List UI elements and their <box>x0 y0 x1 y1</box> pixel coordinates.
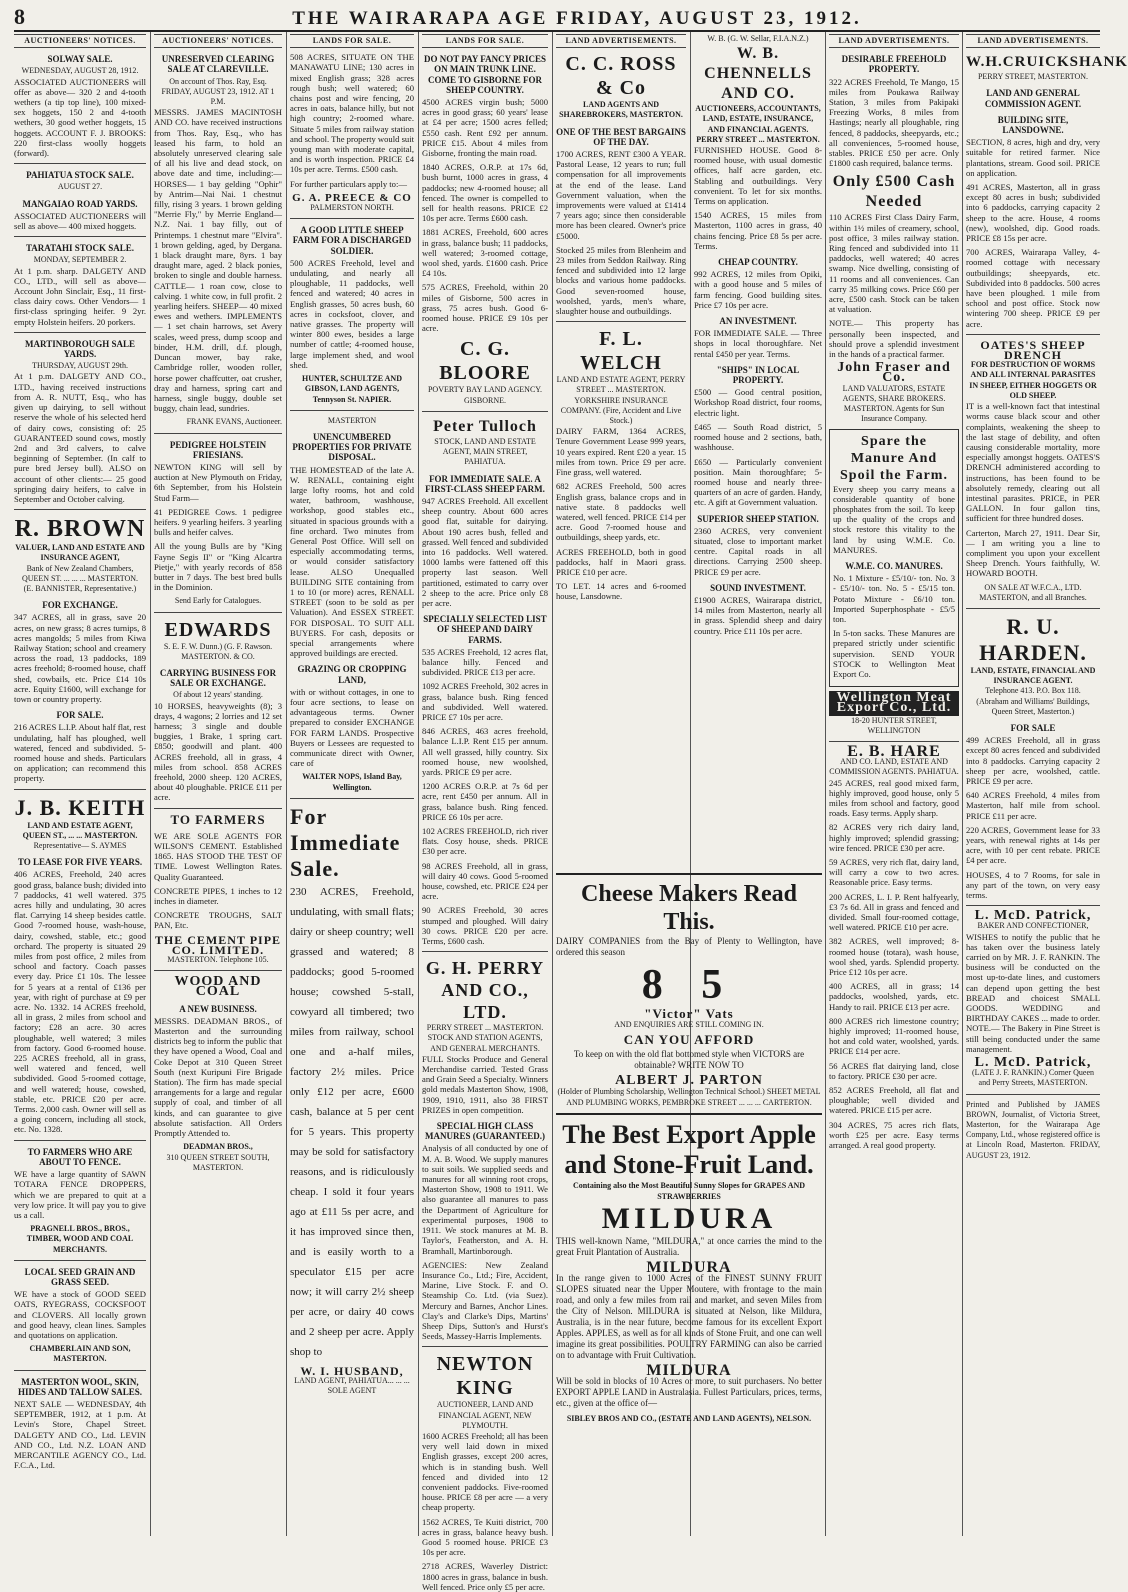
column-header: LAND ADVERTISEMENTS. <box>556 34 686 48</box>
section-heading: CARRYING BUSINESS FOR SALE OR EXCHANGE. <box>159 667 277 689</box>
divider <box>154 808 282 809</box>
ad-body: £465 — South Road district, 5 roomed house and 2 sections, bath, washhouse. <box>694 421 822 453</box>
ad-body: 304 ACRES, 75 acres rich flats, worth £25 per acre. Easy terms arranged. A real good property. <box>829 1119 959 1151</box>
ad-body: FULL Stocks Produce and General Merchandise carried. Tested Grass and Grain Seed a Specialty. Winners gold medals Masterton Show, 1908, 1909, 1910, 1911, also 38 FIRST PRIZES in open competition. <box>422 1053 548 1115</box>
advertiser-name: HUNTER, SCHULTZE AND GIBSON, LAND AGENTS, Tennyson St. NAPIER. <box>302 374 402 404</box>
price-list: No. 1 Mixture - £5/10/- ton. No. 3 - £5/10/- ton. No. 5 - £5/15 ton. Potato Mixture - £6/10 ton. Imported Superphosphate - £5/5 ton. <box>833 573 955 624</box>
ad-body: 110 ACRES First Class Dairy Farm, within 1½ miles of creamery, school, post office, 3 miles railway station. Ring fenced and subdivided into 11 paddocks, well watered; 40 acres swamp. Nice dwelling, consisting of 11 rooms and all conveniences. Can carry 35 milking cows. Price £60 per acre, £500 cash. Stock can be taken at valuation. <box>829 212 959 315</box>
ad-title: TO FARMERS <box>170 811 266 827</box>
advertiser-address: (Abraham and Williams' Buildings, Queen Street, Masterton.) <box>976 696 1090 716</box>
ad-body: WE ARE SOLE AGENTS FOR WILSON'S CEMENT. Established 1865. HAS STOOD THE TEST OF TIME. Lowest Wellington Rates. Quality Guaranteed. <box>154 830 282 882</box>
ad-body: Stocked 25 miles from Blenheim and 23 miles from Seddon Railway. Ring fenced and subdivided into 12 large blocks and various home paddocks. Good seven-roomed house, woolshed, yards, men's whare, slaughter house and outbuildings. <box>556 244 686 317</box>
ad-body: Will be sold in blocks of 10 Acres or more, to suit purchasers. No better EXPORT APPLE LAND in Australasia. Fullest Particulars, prices, terms, etc., given at the office of— <box>556 1376 822 1408</box>
advertiser-subtitle: AUCTIONEER, LAND AND FINANCIAL AGENT, NEW PLYMOUTH. <box>436 1400 534 1430</box>
ad-body: 245 ACRES, real good mixed farm, highly improved, good house, only 5 miles from school and factory, good roads. Easy terms. Apply sharp. <box>829 777 959 819</box>
divider <box>556 873 822 875</box>
ad-title: UNENCUMBERED PROPERTIES FOR PRIVATE DISPOSAL. <box>292 431 412 463</box>
divider <box>422 1346 548 1347</box>
ad-body: 700 ACRES, Wairarapa Valley, 4-roomed cottage with necessary outbuildings; sheepyards, etc. Subdivided into 8 paddocks. 500 acres have been ploughed. 1 mile from school and post office. Stock now wintering 700 sheep. PRICE £9 per acre. <box>966 247 1100 329</box>
ad-date: WEDNESDAY, AUGUST 28, 1912. <box>21 66 139 76</box>
column-4 <box>422 34 548 1592</box>
ad-body: ASSOCIATED AUCTIONEERS will sell as above— 400 mixed hoggets. <box>14 210 146 232</box>
ad-body: 102 ACRES FREEHOLD, rich river flats. Cosy house, sheds. PRICE £30 per acre. <box>422 826 548 857</box>
advertiser-subtitle: LAND AND GENERAL COMMISSION AGENT. <box>984 88 1082 109</box>
ad-body: DAIRY COMPANIES from the Bay of Plenty to Wellington, have ordered this season <box>556 936 822 957</box>
column-divider <box>150 32 151 1536</box>
ad-body: THE HOMESTEAD of the late A. W. RENALL, containing eight large lofty rooms, hot and cold water, bathroom, washhouse, workshop, good stables etc., situated in spacious grounds with a fine orchard. Two minutes from General Post Office. Will sell on especially accommodating terms, or would consider satisfactory lease. ALSO Unequalled BUILDING SITE containing from 1 to 10 (or more) acres, RENALL STREET (soon to be sold as per Valuation). And ESSEX STREET. FOR DISPOSAL. TO SUIT ALL BUYERS. For cash, deposits or special arrangements where approved buildings are erected. <box>290 464 414 659</box>
ad-body: 640 ACRES Freehold, 4 miles from Masterton, half mile from school. PRICE £11 per acre. <box>966 790 1100 821</box>
ad-body: 1092 ACRES Freehold, 302 acres in grass, balance bush. Ring fenced and subdivided. Well watered. PRICE £7 10s per acre. <box>422 681 548 722</box>
advertiser-name: THE CEMENT PIPE CO. LIMITED. <box>154 932 282 957</box>
wide-ad-block <box>556 868 822 1534</box>
ad-body: 216 ACRES L.I.P. About half flat, rest undulating, half has ploughed, well watered, fenced and subdivided. 5-roomed house and sheds. Particulars on application; can recommend this property. <box>14 722 146 784</box>
section-heading: FOR SALE <box>1010 722 1056 733</box>
ad-body: NEWTON KING will sell by auction at New Plymouth on Friday, 6th September, from his Holstein Stud Farm— <box>154 461 282 503</box>
ad-title: Cheese Makers Read This. <box>581 881 797 935</box>
ad-title: A GOOD LITTLE SHEEP FARM FOR A DISCHARGED SOLDIER. <box>292 225 412 256</box>
advertiser-name: W. I. HUSBAND, <box>300 1363 404 1378</box>
advertiser-subtitle: AND CO. LAND, ESTATE AND COMMISSION AGENTS. PAHIATUA. <box>829 757 959 777</box>
ad-date: MONDAY, SEPTEMBER 2. <box>33 255 127 265</box>
section-heading: CAN YOU AFFORD <box>623 1032 755 1047</box>
advertiser-subtitle: POVERTY BAY LAND AGENCY. GISBORNE. <box>427 385 543 405</box>
ad-body: 992 ACRES, 12 miles from Opiki, with a good house and 5 miles of farm fencing. Good building sites. Price £7 10s per acre. <box>694 269 822 310</box>
divider <box>556 1113 822 1115</box>
ad-title: DO NOT PAY FANCY PRICES ON MAIN TRUNK LINE. COME TO GISBORNE FOR SHEEP COUNTRY. <box>423 54 546 95</box>
ad-body: 1562 ACRES, Te Kuiti district, 700 acres in grass, balance heavy bush. Good 5 roomed house. PRICE £3 10s per acre. <box>422 1516 548 1558</box>
advertiser-address: MASTERTON. Telephone 105. <box>167 955 269 965</box>
advertiser-address: PERRY STREET, MASTERTON. <box>977 72 1089 82</box>
ad-title: MASTERTON WOOL, SKIN, HIDES AND TALLOW SALES. <box>17 1376 143 1397</box>
column-8 <box>966 34 1128 1534</box>
column-divider <box>552 32 553 1536</box>
divider <box>966 905 1100 906</box>
advertiser-subtitle: PERRY STREET ... MASTERTON. STOCK AND STATION AGENTS, AND GENERAL MERCHANTS. <box>426 1023 544 1053</box>
ad-signature: DEADMAN BROS., <box>183 1142 253 1152</box>
ad-body: 1600 ACRES Freehold; all has been very well laid down in mixed English grasses, except 200 acres, which is in standing bush. Well fenced and divided into 12 convenient paddocks. Five-roomed house. PRICE £8 per acre — a very cheap property. <box>422 1430 548 1513</box>
ad-body: 1540 ACRES, 15 miles from Masterton, 1100 acres in grass, 40 chains fencing. Price £8 5s per acre. Terms. <box>694 210 822 251</box>
ad-date: On account of Thos. Ray, Esq. FRIDAY, AUGUST 23, 1912. AT 1 P.M. <box>161 76 275 107</box>
ad-body: At 1 p.m. sharp. DALGETY AND CO., LTD., will sell as above— Account John Sinclair, Esq., 11 first-class dairy cows. Other Vendors— 1 first-class springing heifer. 9 2yr. empty Holstein heifers. 20 porkers. <box>14 265 146 327</box>
advertiser-name: R. U. HARDEN. <box>979 613 1087 665</box>
divider <box>14 789 146 790</box>
advertiser-subtitle: VALUER, LAND AND ESTATE AND INSURANCE AGENT, <box>15 543 145 563</box>
advertiser-subtitle: LAND AGENTS AND SHAREBROKERS, MASTERTON. <box>559 100 683 120</box>
ad-title: UNRESERVED CLEARING SALE AT CLAREVILLE. <box>161 54 275 75</box>
advertiser-name: C. G. BLOORE <box>439 338 531 385</box>
ad-body: with or without cottages, in one to four acre sections, to lease on advantageous terms. Owner prepared to consider EXCHANGE FOR FARM LANDS. Prospective Buyers or Lessees are requested to communicate direct with Owner, care of <box>290 686 414 769</box>
ad-body: 500 ACRES Freehold, level and undulating, and nearly all ploughable, 11 paddocks, well fenced and watered; 40 acres in English grasses, 50 acres bush, 60 acres in cocksfoot, clover, and native grasses. The property will winter 800 ewes, besides a large number of cattle; 4-roomed house, large implement shed, and wool shed. <box>290 257 414 370</box>
ad-figure: 8 5 <box>641 962 737 1008</box>
divider <box>966 608 1100 609</box>
ad-body: 98 ACRES Freehold, all in grass, will dairy 40 cows. Good 5-roomed house, cowshed, etc. PRICE £24 per acre. <box>422 860 548 902</box>
ad-title: LOCAL SEED GRAIN AND GRASS SEED. <box>24 1266 136 1287</box>
ad-title: DESIRABLE FREEHOLD PROPERTY. <box>841 54 947 75</box>
advertiser-subtitle: LAND AND ESTATE AGENT, QUEEN ST., ... ... MASTERTON. <box>22 820 138 840</box>
column-divider <box>286 32 287 1536</box>
advertiser-subtitle: LAND AGENT, PAHIATUA... ... ... SOLE AGENT <box>294 1376 410 1396</box>
divider <box>290 218 414 219</box>
advertiser-name: J. B. KEITH <box>14 794 146 820</box>
divider <box>422 411 548 412</box>
advertiser-subtitle: (LATE J. F. RANKIN.) Corner Queen and Perry Streets, MASTERTON. <box>971 1068 1094 1088</box>
advertiser-rep: Representative— S. AYMES <box>33 841 127 850</box>
divider <box>14 332 146 333</box>
advertiser-contact: Telephone 413. P.O. Box 118. <box>985 686 1081 696</box>
advertiser-name: WALTER NOPS, Island Bay, Wellington. <box>302 772 402 792</box>
ad-date: AUGUST 27. <box>57 182 103 192</box>
ad-body: FOR IMMEDIATE SALE. — Three shops in local thoroughfare. Net rental £450 per year. Terms. <box>694 328 822 359</box>
ad-body: WISHES to notify the public that he has taken over the business lately carried on by MR. J. F. RANKIN. The business will be conducted on the most up-to-date lines, and customers can depend upon getting the best BREAD and choicest SMALL GOODS. WEDDING and BIRTHDAY CAKES ... made to order. NOTE.— The Bakery in Pine Street is still being conducted under the same management. <box>966 931 1100 1054</box>
divider <box>829 741 959 742</box>
ad-note: Send Early for Catalogues. <box>174 596 262 606</box>
advertiser-address: 18-20 HUNTER STREET, WELLINGTON <box>851 715 937 735</box>
brand-name: MILDURA <box>646 1362 732 1379</box>
ad-note: Of about 12 years' standing. <box>173 690 263 700</box>
advertiser-subtitle: STOCK, LAND AND ESTATE AGENT, MAIN STREET, PAHIATUA. <box>434 436 536 467</box>
column-header: AUCTIONEERS' NOTICES. <box>154 34 282 48</box>
ad-body: 59 ACRES, very rich flat, dairy land, will carry a cow to two acres. Reasonable price. Easy terms. <box>829 857 959 888</box>
ad-body: 90 ACRES Freehold, 30 acres stumped and ploughed. Will dairy 30 cows. PRICE £20 per acre. Terms, £600 cash. <box>422 905 548 947</box>
ad-title: TARATAHI STOCK SALE. <box>25 243 135 254</box>
ad-place: MASTERTON <box>327 415 377 425</box>
column-1 <box>14 34 146 1534</box>
advertiser-subtitle: BAKER AND CONFECTIONER, <box>977 921 1089 931</box>
advertiser-address: Bank of New Zealand Chambers, QUEEN ST. ... ... ... MASTERTON. <box>21 563 139 583</box>
section-heading: A NEW BUSINESS. <box>179 1003 257 1014</box>
advertiser-subtitle: W. B. (G. W. Sellar, F.I.A.N.Z.) <box>707 34 809 43</box>
ad-body: £650 — Particularly convenient position. Main thoroughfare; 5-roomed house and nearly three-quarters of an acre of garden. Handy, etc. A gift at Government valuation. <box>694 456 822 508</box>
ad-body: 575 ACRES, Freehold, within 20 miles of Gisborne, 500 acres in grass, 75 acres bush. Good 6-roomed house. PRICE £9 10s per acre. <box>422 282 548 334</box>
advertiser-name: PRAGNELL BROS., BROS., TIMBER, WOOD AND COAL MERCHANTS. <box>26 1224 134 1254</box>
ad-body: FURNISHED HOUSE. Good 8-roomed house, with usual domestic offices, half acre garden, etc. Stabling and outbuildings. Very convenient. To let for six months. Terms on application. <box>694 145 822 207</box>
advertiser-name: CHAMBERLAIN AND SON, MASTERTON. <box>29 1344 131 1364</box>
ad-body: AGENCIES: New Zealand Insurance Co., Ltd.; Fire, Accident, Marine, Live Stock. F. and O. Steamship Co. Ltd. (via Suez). Mercury and Barnes, Anchor Lines. Clay's and Clarke's Dips, Martins' Sheep Dips, Sutton's and Hurst's Seeds, Massey-Harris Implements. <box>422 1259 548 1342</box>
advertiser-subtitle: LAND AND ESTATE AGENT, PERRY STREET ... MASTERTON. YORKSHIRE INSURANCE COMPANY. (Fire, Accident and Live Stock.) <box>556 375 686 426</box>
ad-body: IT is a well-known fact that intestinal worms cause black scour and other complaints, weakening the sheep to the last stage of debility, and often causing considerable mortality, more especially amongst hoggets. OATES'S DRENCH administered according to instructions, has been found to be absolutely remedy, clearing out all intestinal parasites. PRICE, in PER GALLON. In four gallon tins, sufficient for three hundred doses. <box>966 401 1100 524</box>
divider <box>14 236 146 237</box>
section-heading: CHEAP COUNTRY. <box>718 257 798 268</box>
ad-body: 800 ACRES rich limestone country; highly improved; 11-roomed house, hot and cold water, woolshed, yards. PRICE £14 per acre. <box>829 1015 959 1057</box>
ad-body: 406 ACRES, Freehold, 240 acres good grass, balance bush; divided into 7 paddocks, 41 well watered. 375 acres hilly and undulating, 30 acres flat. Carrying 14 sheep besides cattle. Good 7-roomed house, wash-house, dairy, cowshed, stable, etc.; good orchard. The property is situated 29 miles from post office, 2 miles from school and factory. Coach passes every day. Price £1 10s. The lessee for 5 years at a rental of £136 per year, with right of purchase at £9 per acre. No. 1332. 14 ACRES freehold, all in grass, 2 miles from school and factory; £28 an acre. 30 acres ploughable, well watered; 3 miles from factory. Good 6-roomed house. 225 ACRES freehold, all in grass, well watered and fenced, well subdivided. Good 5-roomed cottage, and well watered; house, cowshed, stable, etc. PRICE £20 per acre. Terms. 2,000 cash. Owner will sell as a going concern, including all stock, etc. No. 1328. <box>14 869 146 1135</box>
advertiser-rep: (E. BANNISTER, Representative.) <box>23 583 137 593</box>
advertiser-name: John Fraser and Co. <box>837 360 951 386</box>
ad-body: 41 PEDIGREE Cows. 1 pedigree heifers. 9 yearling heifers. 3 yearling bulls and heifer calves. <box>154 506 282 538</box>
column-3 <box>290 34 414 1534</box>
ad-title: WOOD AND COAL <box>174 974 262 1000</box>
advertiser-name: E. B. HARE <box>847 742 941 760</box>
ad-body: 200 ACRES, L. I. P. Rent halfyearly, £3 7s 6d. All in grass and fenced and divided. Small four-roomed cottage, well watered. PRICE £10 per acre. <box>829 891 959 933</box>
ad-body: 347 ACRES, all in grass, save 20 acres, on new grass; 8 acres turnips, 8 acres mangolds; 5 miles from Kiwa Railway Station; school and creamery across the road, 13 paddocks, 189 acres freehold; 8-roomed house, chaff shed, cowbails, etc. Price £14 10s acre. Equity £1600, will exchange for town or country property. <box>14 612 146 704</box>
ad-body: 400 ACRES, all in grass; 14 paddocks, woolshed, yards, etc. Handy to rail. PRICE £13 per acre. <box>829 981 959 1012</box>
ad-body: In 5-ton sacks. These Manures are prepared strictly under scientific supervision. SEND YOUR STOCK to Wellington Meat Export Co. <box>833 628 955 679</box>
ad-body: 82 ACRES very rich dairy land, highly improved; splendid grassing; wire fenced. PRICE £30 per acre. <box>829 822 959 853</box>
divider <box>14 1260 146 1261</box>
masthead-title: THE WAIRARAPA AGE FRIDAY, AUGUST 23, 1912. <box>292 8 862 29</box>
ad-body: 1200 ACRES O.R.P. at 7s 6d per acre, rent £450 per annum. All in grass, balance bush. Ring fenced. PRICE £6 10s per acre. <box>422 781 548 822</box>
ad-body: SECTION, 8 acres, high and dry, very suitable for retired farmer. Nice plantations, stream. Good soil. PRICE on application. <box>966 137 1100 178</box>
testimonial: Carterton, March 27, 1911. Dear Sir,— I am writing you a line to compliment you upon your excellent Sheep Drench. Yours faithfully, W. HOWARD BOOTH. <box>966 527 1100 579</box>
section-heading: FOR IMMEDIATE SALE. A FIRST-CLASS SHEEP FARM. <box>425 473 545 494</box>
ad-body: ASSOCIATED AUCTIONEERS will offer as above— 320 2 and 4-tooth wethers (a tip top line), 100 mixed-sex hoggets, 150 2 and 4-tooth wethers, 30 good wether hoggets, 15 hoggets. ACCOUNT F. J. BROOKS: 220 first-class woolly hoggets (forward). <box>14 76 146 159</box>
ad-title: Spare the Manure And Spoil the Farm. <box>840 433 948 483</box>
ad-title: For Immediate Sale. <box>290 803 401 881</box>
ad-body: 947 ACRES Freehold. All excellent sheep country. About 600 acres good flat, suitable for dairying. About 190 acres bush, felled and grassed. Well fenced and subdivided into 16 paddocks. Well watered. 1000 lambs were fattened off this property last season. Well partitioned, estimated to carry over 2 sheep to the acre. Price only £8 per acre. <box>422 495 548 608</box>
section-heading: ONE OF THE BEST BARGAINS OF THE DAY. <box>556 126 686 147</box>
divider <box>14 1370 146 1371</box>
ad-date: THURSDAY, AUGUST 29th. <box>32 361 128 371</box>
ad-body: NOTE.— This property has personally been inspected, and should prove a splendid investment in the hands of a practical farmer. <box>829 318 959 360</box>
ad-body: 846 ACRES, 463 acres freehold, balance L.I.P. Rent £15 per annum. All well grassed, hilly country. Six roomed house, new woolshed, yards. PRICE £9 per acre. <box>422 726 548 777</box>
ad-body: CONCRETE TROUGHS, SALT PAN, Etc. <box>154 910 282 931</box>
divider <box>556 321 686 322</box>
advertiser-subtitle: LAND, ESTATE, FINANCIAL AND INSURANCE AGENT. <box>970 665 1096 686</box>
section-heading: FOR SALE. <box>56 710 104 721</box>
advertiser-subtitle: (Holder of Plumbing Scholarship, Wellington Technical School.) SHEET METAL AND PLUMBING WORKS, PEMBROKE STREET ... ... ... CARTERTON. <box>557 1087 821 1107</box>
advertiser-name: Peter Tulloch <box>433 417 537 435</box>
section-heading: SOUND INVESTMENT. <box>710 582 806 593</box>
ad-body: WE have a large quantity of SAWN TOTARA FENCE DROPPERS, which we are prepared to quit at a very low price. It will pay you to give us a call. <box>14 1169 146 1220</box>
ad-body: 508 ACRES, SITUATE ON THE MANAWATU LINE; 130 acres in mixed English grass; 328 acres rough bush; well watered; 60 chains post and wire fencing, 20 acres in oats, balance hilly, but not high country; 2-roomed whare. Situate 5 miles from railway station and school. The property would suit young man with moderate capital, and is worth inspection. PRICE £4 10s per acre. Terms. £500 cash. <box>290 52 414 175</box>
divider <box>290 798 414 799</box>
divider <box>154 612 282 613</box>
brand-name: MILDURA <box>646 1259 732 1276</box>
ad-body: For further particulars apply to:— <box>290 178 407 189</box>
column-6 <box>694 34 822 864</box>
section-heading: SPECIAL HIGH CLASS MANURES (GUARANTEED.) <box>424 1121 545 1142</box>
advertiser-subtitle: S. E. F. W. Dunn.) (G. F. Rawson. MASTERTON. & CO. <box>163 641 273 661</box>
ad-body: 230 ACRES, Freehold, undulating, with small flats; dairy or sheep country; well grassed and watered; 8 paddocks; good 5-roomed house; cowshed 5-stall, cowyard all timbered; two miles from railway, school one and a-half miles, factory 2½ miles. Price only £12 per acre, £600 cash, balance at 5 per cent for 5 years. This property may be sold for satisfactory reasons, and is ridiculously cheap. I sold it four years ago at £11 5s per acre, and it has improved since then, and is easily worth to a speculator £15 per acre now; it will carry 2½ sheep per acre, or dairy 40 cows and 2 sheep per acre. Apply shop to <box>290 885 414 1358</box>
ad-body: 499 ACRES Freehold, all in grass except 80 acres fenced and subdivided into 8 paddocks. Carrying capacity 2 sheep per acre, woolshed, cattle. PRICE £9 per acre. <box>966 735 1100 786</box>
ad-body: ACRES FREEHOLD, both in good paddocks, half in Maori grass. PRICE £10 per acre. <box>556 546 686 577</box>
advertiser-name: R. BROWN <box>14 516 146 543</box>
ad-body: MESSRS. DEADMAN BROS., of Masterton and the surrounding districts beg to inform the public that they have opened a Wood, Coal and Coke Depot at 310 Queen Street South (next Kuripuni Fire Brigade Station). The firm has made special arrangements for a large and regular supply of coal, and timber of all kinds, and can guarantee to give absolute satisfaction. All Orders Promptly Attended to. <box>154 1015 282 1139</box>
manure-ad-box <box>829 429 959 688</box>
ad-body: 852 ACRES Freehold, all flat and ploughable; well divided and watered. PRICE £15 per acre. <box>829 1085 959 1116</box>
ad-body: CONCRETE PIPES, 1 inches to 12 inches in diameter. <box>154 885 282 907</box>
section-heading: TO LEASE FOR FIVE YEARS. <box>17 857 143 868</box>
advertiser-name: ALBERT J. PARTON <box>615 1073 763 1088</box>
ad-body: 1881 ACRES, Freehold, 600 acres in grass, balance bush; 11 paddocks, well watered; 3-roomed cottage, wool shed, yards. £1600 cash. Price £4 10s. <box>422 227 548 279</box>
ad-body: 382 ACRES, well improved; 8-roomed house (totara), wash house, wool shed, yards. Splendid property. Price £12 10s per acre. <box>829 936 959 978</box>
section-heading: GRAZING OR CROPPING LAND, <box>297 664 407 685</box>
ad-body: WE have a stock of GOOD SEED OATS, RYEGRASS, COCKSFOOT and CLOVERS. All locally grown and good heavy, clean lines. Samples and quotations on application. <box>14 1289 146 1340</box>
advertiser-subtitle: LAND VALUATORS, ESTATE AGENTS, SHARE BROKERS. MASTERTON. Agents for Sun Insurance Company. <box>842 383 946 424</box>
product-name: "Victor" Vats <box>644 1006 734 1021</box>
advertiser-address: 310 QUEEN STREET SOUTH, MASTERTON. <box>166 1152 270 1172</box>
ad-body: 2360 ACRES, very convenient situated, close to important market centre. Capital roads in all directions. Carrying 2500 sheep. PRICE £9 per acre. <box>694 525 822 577</box>
column-header: LAND ADVERTISEMENTS. <box>829 34 959 48</box>
divider <box>154 433 282 434</box>
section-heading: SPECIALLY SELECTED LIST OF SHEEP AND DAIRY FARMS. <box>423 614 547 645</box>
divider <box>154 970 282 971</box>
section-heading: BUILDING SITE, LANSDOWNE. <box>997 114 1069 136</box>
ad-body: MESSRS. JAMES MACINTOSH AND CO. have received instructions from Thos. Ray, Esq., who has leased his farm, to hold an absolutely unreserved clearing sale of all his live and dead stock, on above date and time, including:— HORSES— 1 bay gelding "Ophir" by Antrim—Nai Nai. 1 chestnut filly, rising 3 years. 1 brown gelding "Merrie Fly," by Merrie England—N.Z. Nai. 1 bay filly, out of Printemps. 1 chestnut mare "Elvira". 1 brown gelding, aged, by Dergana. 1 black draught mare, 8yrs. 1 bay draught mare, aged. 2 black ponies, broken to single and double harness. CATTLE— 1 roan cow, close to calving. 1 white cow, in full profit. 2 yearling heifers. SHEEP— 40 mixed ewes and wethers. IMPLEMENTS— 1 set chain harrows, set Avery scales, weed press, dump scoop and binder, H.M. drill, d.f. plough, Duncan mower, bay rake, Cambridge roller, wooden roller, horse power chaffcutter, oat crusher, dray and harness, spring cart and harness, single buggy, double set buggy, chain lead, sundries. <box>154 107 282 414</box>
ad-subtitle: Containing also the Most Beautiful Sunny Slopes for GRAPES AND STRAWBERRIES <box>572 1181 806 1201</box>
ad-body: Analysis of all conducted by one of M. A. B. Wood. We supply manures to suit soils. We supplied seeds and manures for all winning root crops, Masterton Show, 1908 to 1911. We also guarantee all manures to pass the Department of Agriculture for experimental purposes, 1908 to 1911. We stock manures at M. B. Taylor's, Featherston, and A. H. Bramhall, Martinborough. <box>422 1143 548 1256</box>
ad-body: In the range given to 1000 Acres of the FINEST SUNNY FRUIT SLOPES situated near the Upper Moutere, with frontage to the main road, and only a few miles from rail and market, and seven Miles from the City of Nelson. MILDURA is situated at Nelson, like Mildura, Australia, is in the near future, become famous for its excellent Export Apples. APPLES, as well as for all kinds of Stone Fruit, and one can well imagine its great possibilities. POULTRY FARMING can also be carried on to advantage with Fruit Cultivation. <box>556 1273 822 1360</box>
divider <box>14 509 146 510</box>
printer-imprint: Printed and Published by JAMES BROWN, Journalist, of Victoria Street, Masterton, for the Wairarapa Age Company, Ltd., whose registered office is at Lincoln Road, Masterton. FRIDAY, AUGUST 23, 1912. <box>966 1099 1100 1160</box>
ad-body: 1840 ACRES, O.R.P. at 17s 6d, bush burnt, 1000 acres in grass, 4 paddocks; new 4-roomed house; all fenced. The owner is compelled to sell for health reasons. PRICE £2 10s per acre. Terms £600 cash. <box>422 162 548 224</box>
column-header: AUCTIONEERS' NOTICES. <box>14 34 146 48</box>
ad-title: PAHIATUA STOCK SALE. <box>26 170 134 181</box>
ad-body: 56 ACRES flat dairying land, close to factory. PRICE £30 per acre. <box>829 1060 959 1081</box>
column-divider <box>825 32 826 1536</box>
ad-body: 322 ACRES Freehold, Te Mango, 15 miles from Poukawa Railway Station, 3 miles from Pakipaki Freezing Works, 8 miles from Hastings; nearly all ploughable, ring fenced, 8 paddocks, sheepyards, etc.; all conveniences, 5-roomed house, stables. PRICE £50 per acre. Only £1800 cash required, balance terms. <box>829 76 959 169</box>
divider <box>422 951 548 952</box>
column-divider <box>418 32 419 1536</box>
divider <box>14 1140 146 1141</box>
ad-title: SOLWAY SALE. <box>47 54 113 65</box>
section-heading: W.M.E. CO. MANURES. <box>845 560 943 571</box>
ad-body: DAIRY FARM, 1364 ACRES, Tenure Government Lease 999 years, 10 years expired. Rent £20 a year. 15 miles from town. Price £9 per acre. Fine grass, well watered. <box>556 426 686 478</box>
advertiser-name: C. C. ROSS & Co <box>565 53 677 100</box>
advertiser-name: G. A. PREECE & CO <box>292 191 412 204</box>
divider <box>966 334 1100 335</box>
column-header: LANDS FOR SALE. <box>422 34 548 48</box>
ad-body: THIS well-known Name, "MILDURA," at once carries the mind to the great Fruit Plantation of Australia. <box>556 1236 822 1257</box>
ad-body: 1700 ACRES, RENT £300 A YEAR. Pastoral Lease, 12 years to run; full compensation for all improvements at the end of the lease. Land Government valuation, when the improvements were valued at £1414 7 years ago; since then considerable more has been cleared. Owner's price £5000. <box>556 149 686 241</box>
ad-title: MARTINBOROUGH SALE YARDS. <box>25 338 135 360</box>
column-header: LAND ADVERTISEMENTS. <box>966 34 1100 48</box>
ad-body: £1900 ACRES, Wairarapa district, 14 miles from Masterton, nearly all in grass. Splendid sheep and dairy country. Price £11 10s per acre. <box>694 594 822 636</box>
advertiser-address: PALMERSTON NORTH. <box>310 203 394 213</box>
column-2 <box>154 34 282 1534</box>
ad-body: Every sheep you carry means a considerable quantity of bone phosphates from the soil. To keep up the quality of the crops and stock restore this vitality to the land by using W.M.E. Co. MANURES. <box>833 483 955 555</box>
ad-body: All the young Bulls are by "King Fayne Segis II" or "King Alcartra Pietje," with yearly records of 858 butter in 7 days. The best bred bulls in the Dominion. <box>154 541 282 593</box>
ad-body: £500 — Good central position, Workshop Road district, four rooms, electric light. <box>694 387 822 418</box>
ad-body: HOUSES, 4 to 7 Rooms, for sale in any part of the town, on very easy terms. <box>966 869 1100 901</box>
ad-body: 10 HORSES, heavyweights (8); 3 drays, 4 wagons; 2 lorries and 12 set harness; 3 single and double buggies, 1 Brake, 1 spring cart. £850; goodwill and plant. 400 ACRES freehold, all in grass, 4 miles from school. 858 ACRES freehold, 2000 sheep. 120 ACRES, about 40 ploughable. PRICE £11 per acre. <box>154 700 282 803</box>
divider <box>290 410 414 411</box>
section-heading: SUPERIOR SHEEP STATION. <box>697 513 819 524</box>
ad-body: 535 ACRES Freehold, 12 acres flat, balance hilly. Fenced and subdivided. PRICE £13 per acre. <box>422 646 548 678</box>
section-heading: FOR EXCHANGE. <box>42 600 118 611</box>
ad-body: 682 ACRES Freehold, 500 acres English grass, balance crops and in native state. 8 paddocks well watered, well fenced. PRICE £14 per acre. Good 7-roomed house and outbuildings, sheep yards, etc. <box>556 481 686 543</box>
advertiser-name: W.H.CRUICKSHANK <box>966 54 1128 71</box>
advertiser-name: EDWARDS <box>164 618 272 641</box>
ad-body: TO LET. 14 acres and 6-roomed house, Lansdowne. <box>556 581 686 602</box>
ad-title: OATES'S SHEEP DRENCH <box>980 337 1086 363</box>
divider <box>14 163 146 164</box>
advertiser-name: G. H. PERRY AND CO., LTD. <box>425 958 545 1023</box>
column-divider <box>962 32 963 1536</box>
advertiser-name: NEWTON KING <box>436 1353 534 1400</box>
advertiser-name: L. McD. Patrick, <box>974 1055 1092 1071</box>
ad-title: The Best Export Apple and Stone-Fruit Land. <box>562 1120 816 1179</box>
ad-body: 2718 ACRES, Waverley District: 1800 acres in grass, balance in bush. Well fenced. Price only £5 per acre. <box>422 1561 548 1592</box>
section-heading: "SHIPS" IN LOCAL PROPERTY. <box>716 364 800 386</box>
ad-body: To keep on with the old flat bottomed style when VICTORS are obtainable? WRITE NOW TO <box>573 1049 805 1070</box>
ad-note: AND ENQUIRIES ARE STILL COMING IN. <box>614 1020 764 1029</box>
page-number: 8 <box>14 4 25 29</box>
ad-body: 220 ACRES, Government lease for 33 years, with renewal rights at 14s per acre, with 10 per cent rebate. PRICE £4 per acre. <box>966 824 1100 866</box>
masthead <box>14 4 1100 32</box>
ad-body: 4500 ACRES virgin bush; 5000 acres in good grass; 60 years' lease at £4 per acre; 1500 acres felled; £550 cash. Rent £92 per annum. PRICE £15. About 4 miles from Gisborne, fronting the main road. <box>422 97 548 159</box>
ad-title: Only £500 Cash Needed <box>832 173 956 211</box>
divider <box>966 1094 1100 1095</box>
advertiser-name: Wellington Meat Export Co., Ltd. <box>829 691 959 715</box>
ad-title: TO FARMERS WHO ARE ABOUT TO FENCE. <box>27 1146 133 1167</box>
advertiser-name: W. B. CHENNELLS AND CO. <box>704 45 812 103</box>
ad-title: PEDIGREE HOLSTEIN FRIESIANS. <box>169 439 267 460</box>
ad-body: NEXT SALE — WEDNESDAY, 4th SEPTEMBER, 1912, at 1 p.m. At Levin's Store, Chapel Street. DALGETY AND CO., Ltd. LEVIN AND CO., Ltd. N.Z. LOAN AND MERCANTILE AGENCY CO., Ltd. F.C.A., Ltd. <box>14 1398 146 1471</box>
ad-subtitle: FOR DESTRUCTION OF WORMS AND ALL INTERNAL PARASITES IN SHEEP, EITHER HOGGETS OR OLD SHEEP. <box>969 360 1097 400</box>
ad-signature: FRANK EVANS, Auctioneer. <box>186 417 282 427</box>
ad-note: ON SALE AT W.F.C.A., LTD. MASTERTON, and all Branches. <box>979 582 1087 602</box>
advertiser-name: L. McD. Patrick, <box>974 908 1092 924</box>
column-5 <box>556 34 686 864</box>
ad-body: 491 ACRES, Masterton, all in grass except 80 acres in bush; subdivided into 6 paddocks, carrying capacity 2 sheep to the acre. House, 4 rooms (new), woolshed, dip. Good roads. PRICE £8 15s per acre. <box>966 182 1100 244</box>
section-heading: AN INVESTMENT. <box>719 316 797 327</box>
brand-name: MILDURA <box>601 1202 777 1235</box>
ad-title: MANGAIAO ROAD YARDS. <box>22 198 138 209</box>
column-header: LANDS FOR SALE. <box>290 34 414 48</box>
column-7 <box>829 34 959 1534</box>
advertiser-name: F. L. WELCH <box>580 328 662 375</box>
advertiser-subtitle: AUCTIONEERS, ACCOUNTANTS, LAND, ESTATE, INSURANCE, AND FINANCIAL AGENTS. PERRY STREET ... MASTERTON. <box>695 104 821 144</box>
advertiser-name: SIBLEY BROS AND CO., (ESTATE AND LAND AGENTS), NELSON. <box>566 1414 812 1423</box>
ad-body: At 1 p.m. DALGETY AND CO., LTD., having received instructions from A. R. NUTT, Esq., who has given up dairying, to sell without reserve the whole of his selected herd of dairy cows, consisting of: 25 GUARANTEED sound cows, mostly 2nd and 3rd calvers, to calve beginning of September. (In calf to pure bred Jersey bull). ALSO on account of other clients:— 25 good springing dairy heifers, to calve in September and October calving. <box>14 371 146 504</box>
